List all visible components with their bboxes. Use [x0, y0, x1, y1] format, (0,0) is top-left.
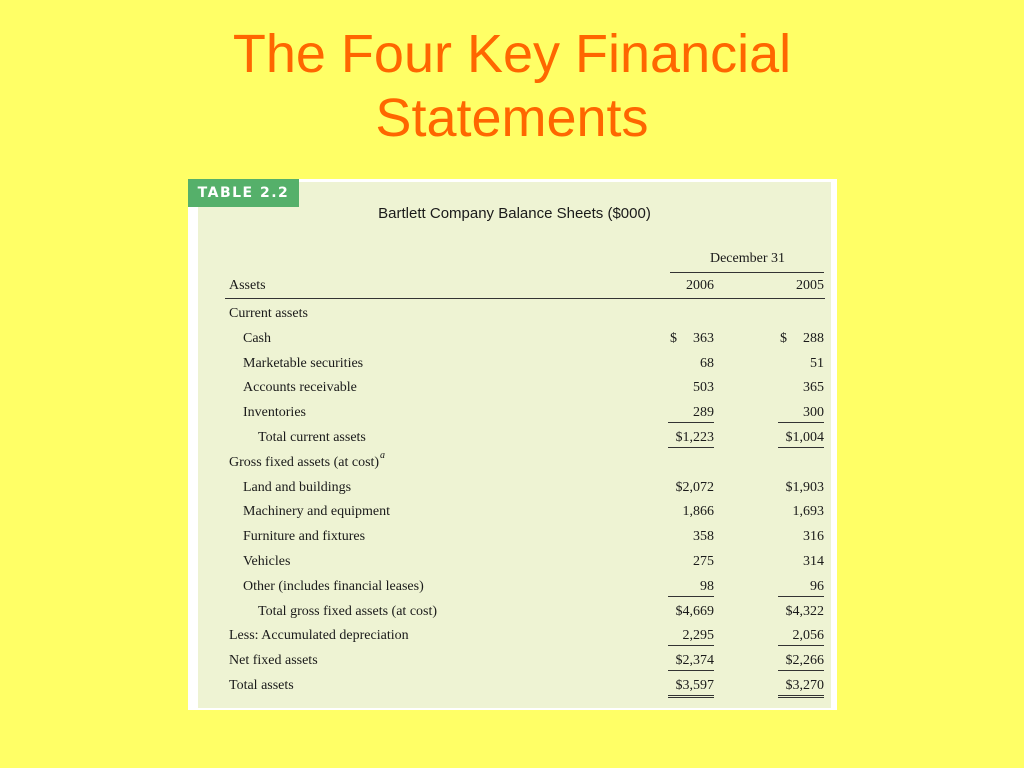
table-row: [198, 554, 831, 574]
table-row: [198, 653, 831, 673]
row-label: Gross fixed assets (at cost): [229, 454, 380, 470]
balance-sheet-table: [188, 179, 837, 710]
cell-2006: $2,374: [668, 653, 714, 671]
cell-2006: 289: [668, 405, 714, 423]
row-label: Land and buildings: [243, 479, 352, 495]
row-label: Furniture and fixtures: [243, 529, 366, 545]
table-row: [198, 331, 831, 351]
cell-2006: 275: [693, 554, 714, 569]
cell-2006: 363: [693, 330, 714, 346]
slide-title-line-2: Statements: [375, 88, 649, 148]
table-number-tag: TABLE 2.2: [188, 179, 299, 207]
table-row: [198, 628, 831, 648]
cell-2005: 316: [803, 529, 824, 545]
column-header-2005: 2005: [796, 278, 824, 293]
table-row: [198, 380, 831, 400]
cell-2006: 1,866: [682, 504, 714, 520]
cell-2005: 300: [778, 405, 824, 423]
slide-title-line-1: The Four Key Financial: [232, 24, 792, 84]
row-label: Vehicles: [243, 554, 291, 569]
table-row: [198, 430, 831, 450]
row-label: Inventories: [243, 405, 306, 421]
row-label: Total assets: [229, 678, 294, 693]
row-label: Cash: [243, 330, 271, 346]
cell-2005: 288: [803, 330, 824, 346]
cell-2006: 68: [700, 355, 714, 371]
cell-2005: 365: [803, 380, 824, 396]
cell-2006: 98: [668, 579, 714, 597]
table-row: [198, 579, 831, 599]
column-group-rule: [670, 272, 824, 273]
table-row: [198, 480, 831, 500]
table-row: [198, 504, 831, 524]
column-group-header: December 31: [709, 251, 786, 266]
cell-2005: $3,270: [778, 678, 824, 698]
cell-2006: $1,223: [668, 430, 714, 448]
table-row: [198, 356, 831, 376]
cell-2006: 358: [693, 529, 714, 545]
cell-2006: $2,072: [675, 479, 714, 495]
cell-2005: 2,056: [778, 628, 824, 646]
currency-symbol: $: [670, 330, 677, 346]
table-row: [198, 604, 831, 624]
cell-2005: 51: [810, 355, 824, 371]
slide-title: [0, 22, 1024, 150]
row-label: Accounts receivable: [243, 380, 357, 396]
table-heading: Bartlett Company Balance Sheets ($000): [378, 205, 651, 222]
cell-2005: $1,004: [778, 430, 824, 448]
row-label: Marketable securities: [243, 355, 364, 371]
row-label: Total current assets: [258, 430, 366, 445]
cell-2005: 314: [803, 554, 824, 569]
column-header-assets: Assets: [229, 278, 266, 293]
table-row: [198, 405, 831, 425]
row-label: Net fixed assets: [229, 653, 318, 669]
cell-2005: $4,322: [785, 603, 824, 619]
cell-2006: 2,295: [668, 628, 714, 646]
row-label: Less: Accumulated depreciation: [229, 628, 409, 644]
cell-2005: $1,903: [785, 479, 824, 495]
footnote-marker: a: [380, 449, 385, 461]
table-row: [198, 529, 831, 549]
row-label: Machinery and equipment: [243, 504, 390, 520]
cell-2006: $3,597: [668, 678, 714, 698]
row-label: Current assets: [229, 306, 308, 321]
row-label: Total gross fixed assets (at cost): [258, 603, 438, 619]
table-row: [198, 449, 831, 475]
header-rule: [225, 298, 825, 299]
cell-2006: $4,669: [675, 603, 714, 619]
column-header-2006: 2006: [686, 278, 714, 293]
row-label: Other (includes financial leases): [243, 578, 424, 594]
cell-2005: 96: [778, 579, 824, 597]
cell-2006: 503: [693, 380, 714, 396]
table-row: [198, 678, 831, 698]
cell-2005: 1,693: [792, 504, 824, 520]
table-row: [198, 306, 831, 326]
currency-symbol: $: [780, 330, 787, 346]
cell-2005: $2,266: [778, 653, 824, 671]
